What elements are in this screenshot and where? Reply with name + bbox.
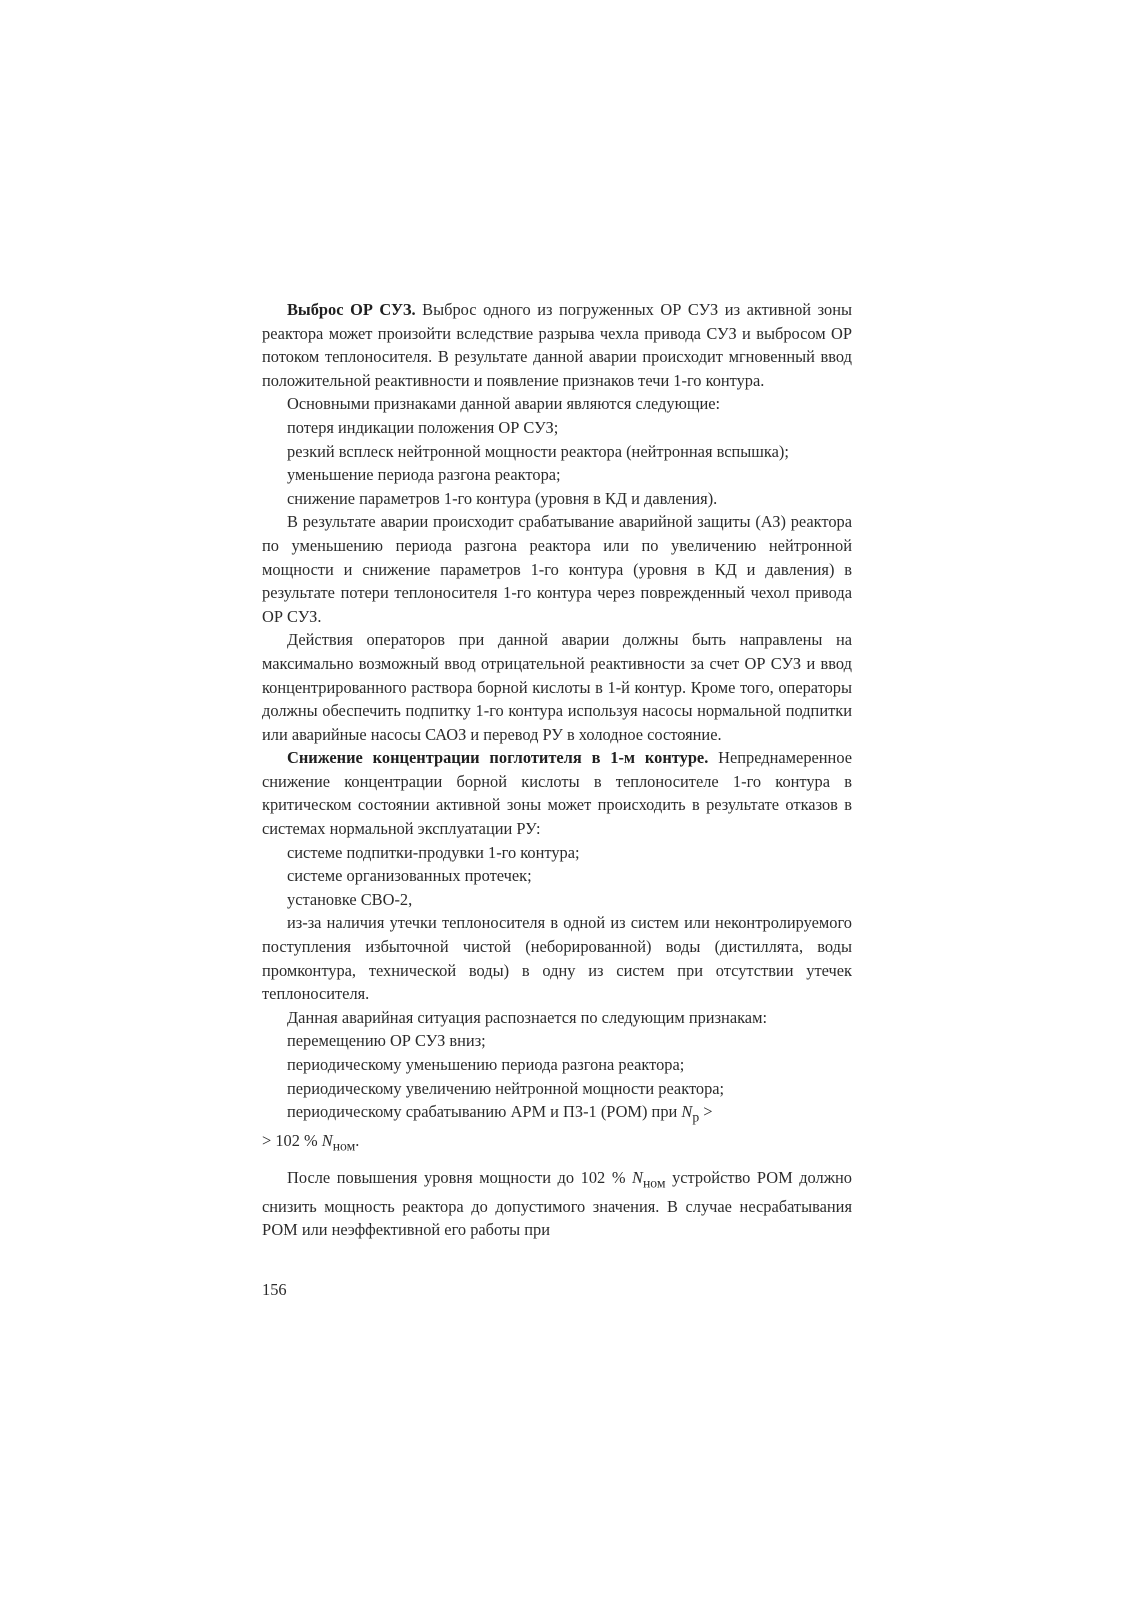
paragraph: В результате аварии происходит срабатывание аварийной защиты (АЗ) реактора по уменьшению периода разгона реактора или по увеличению нейтронной мощности и снижение параметров 1-го контура (уровня в КД и давления) в результате потери теплоносителя 1-го контура через поврежденный чехол привода ОР СУЗ.: [262, 512, 852, 626]
list-item: периодическому уменьшению периода разгона реактора;: [287, 1055, 685, 1074]
paragraph: Действия операторов при данной аварии должны быть направлены на максимально возможный ввод отрицательной реактивности за счет ОР СУЗ и ввод концентрированного раствора борной кислоты в 1-й контур. Кроме того, операторы должны обеспечить подпитку 1-го контура используя насосы нормальной подпитки или аварийные насосы САОЗ и перевод РУ в холодное состояние.: [262, 630, 852, 744]
paragraph-rod-ejection: Выброс ОР СУЗ. Выброс одного из погруженных ОР СУЗ из активной зоны реактора может произойти вследствие разрыва чехла привода СУЗ и выбросом ОР потоком теплоносителя. В результате данной аварии происходит мгновенный ввод положительной реактивности и появление признаков течи 1-го контура.: [262, 300, 852, 390]
paragraph: Данная аварийная ситуация распознается по следующим признакам:: [287, 1007, 768, 1027]
list-item: периодическому увеличению нейтронной мощности реактора;: [287, 1078, 725, 1098]
body-text: [262, 298, 852, 1242]
list-item: системе организованных протечек;: [287, 866, 532, 886]
list-item-formula: периодическому срабатыванию АРМ и ПЗ-1 (РОМ) при $N_р$ > > 102 % $N_{ном}$.: [262, 1102, 713, 1154]
list-item: уменьшение периода разгона реактора;: [287, 465, 561, 485]
list-item: снижение параметров 1-го контура (уровня в КД и давления).: [287, 488, 718, 508]
heading-boron-dilution: Снижение концентрации поглотителя в 1-м контуре.: [287, 748, 709, 768]
paragraph-boron-dilution: Снижение концентрации поглотителя в 1-м контуре. Непреднамеренное снижение концентрации борной кислоты в теплоносителе 1-го контура в критическом состоянии активной зоны может происходить в результате отказов в системах нормальной эксплуатации РУ:: [262, 748, 853, 839]
page-number: 156: [262, 1280, 287, 1299]
list-item: установке СВО-2,: [287, 889, 413, 909]
list-item: резкий всплеск нейтронной мощности реактора (нейтронная вспышка);: [287, 441, 789, 461]
paragraph: из-за наличия утечки теплоносителя в одной из систем или неконтролируемого поступления избыточной чистой (неборированной) воды (дистиллята, воды промконтура, технической воды) в одну из систем при отсутствии утечек теплоносителя.: [262, 913, 852, 1004]
list-item: перемещению ОР СУЗ вниз;: [287, 1031, 486, 1051]
list-item: системе подпитки-продувки 1-го контура;: [287, 842, 580, 862]
list-item: потеря индикации положения ОР СУЗ;: [287, 417, 559, 437]
paragraph: Основными признаками данной аварии являются следующие:: [287, 394, 721, 414]
paragraph-rom: После повышения уровня мощности до 102 % $N_{ном}$ устройство РОМ должно снизить мощность реактора до допустимого значения. В случае несрабатывания РОМ или неэффективной его работы при: [262, 1167, 852, 1240]
heading-rod-ejection: Выброс ОР СУЗ.: [287, 300, 416, 319]
